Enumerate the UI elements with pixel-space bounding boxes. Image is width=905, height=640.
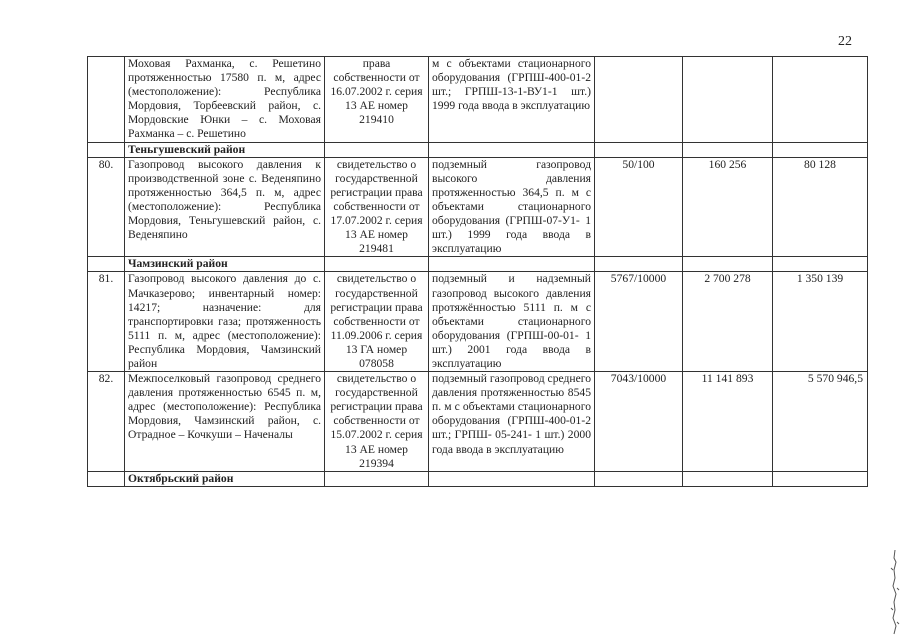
cell-value-share: 1 350 139 xyxy=(773,272,868,372)
page-number: 22 xyxy=(838,34,852,49)
cell-value-total: 11 141 893 xyxy=(683,372,773,472)
scan-mark-icon xyxy=(888,548,902,638)
cell-share: 5767/10000 xyxy=(595,272,683,372)
district-heading: Чамзинский район xyxy=(125,257,325,272)
cell-address: Межпоселковый газопровод среднего давления протяженностью 6545 п. м, адрес (местоположение): Республика Мордовия, Чамзинский район, с. Отрадное – Кочкуши – Наченалы xyxy=(125,372,325,472)
district-row xyxy=(88,142,868,157)
cell-number xyxy=(88,57,125,143)
cell-value-share: 80 128 xyxy=(773,157,868,257)
table-row xyxy=(88,157,868,257)
cell-document: свидетельство о государственной регистрации права собственности от 17.07.2002 г. серия 13 АЕ номер 219481 xyxy=(325,157,429,257)
table-row xyxy=(88,272,868,372)
cell-value-total: 160 256 xyxy=(683,157,773,257)
table-row-continuation xyxy=(88,57,868,143)
cell-number: 82. xyxy=(88,372,125,472)
cell-document: свидетельство о государственной регистрации права собственности от 15.07.2002 г. серия 13 АЕ номер 219394 xyxy=(325,372,429,472)
cell-value-share xyxy=(773,57,868,143)
cell-description: подземный газопровод среднего давления протяженностью 8545 п. м с объектами стационарного оборудования (ГРПШ-400-01-2 шт.; ГРПШ- 05-241- 1 шт.) 2000 года ввода в эксплуатацию xyxy=(429,372,595,472)
district-row xyxy=(88,257,868,272)
cell-value-share: 5 570 946,5 xyxy=(773,372,868,472)
cell-address: Моховая Рахманка, с. Решетино протяженностью 17580 п. м, адрес (местоположение): Республика Мордовия, Торбеевский район, с. Мордовские Юнки – с. Моховая Рахманка – с. Решетино xyxy=(125,57,325,143)
property-table xyxy=(87,56,868,487)
cell-number: 80. xyxy=(88,157,125,257)
cell-document: свидетельство о государственной регистрации права собственности от 11.09.2006 г. серия 13 ГА номер 078058 xyxy=(325,272,429,372)
cell-share: 50/100 xyxy=(595,157,683,257)
cell-share: 7043/10000 xyxy=(595,372,683,472)
cell-description: подземный и надземный газопровод высокого давления протяжённостью 5111 п. м с объектами стационарного оборудования (ГРПШ-00-01- 1 шт.) 2001 года ввода в эксплуатацию xyxy=(429,272,595,372)
table-row xyxy=(88,372,868,472)
cell-address: Газопровод высокого давления к производственной зоне с. Веденяпино протяженностью 364,5 п. м, адрес (местоположение): Республика Мордовия, Теньгушевский район, с. Веденяпино xyxy=(125,157,325,257)
cell-address: Газопровод высокого давления до с. Мачказерово; инвентарный номер: 14217; назначение: для транспортировки газа; протяженность 5111 п. м, адрес (местоположение): Республика Мордовия, Чамзинский район xyxy=(125,272,325,372)
cell-description: м с объектами стационарного оборудования (ГРПШ-400-01-2 шт.; ГРПШ-13-1-ВУ1-1 шт.) 1999 года ввода в эксплуатацию xyxy=(429,57,595,143)
cell-share xyxy=(595,57,683,143)
cell-value-total xyxy=(683,57,773,143)
district-row xyxy=(88,471,868,486)
district-heading: Октябрьский район xyxy=(125,471,325,486)
cell-description: подземный газопровод высокого давления протяженностью 364,5 п. м с объектами стационарного оборудования (ГРПШ-07-У1- 1 шт.) 1999 года ввода в эксплуатацию xyxy=(429,157,595,257)
district-heading: Теньгушевский район xyxy=(125,142,325,157)
cell-value-total: 2 700 278 xyxy=(683,272,773,372)
cell-number: 81. xyxy=(88,272,125,372)
cell-document: права собственности от 16.07.2002 г. серия 13 АЕ номер 219410 xyxy=(325,57,429,143)
